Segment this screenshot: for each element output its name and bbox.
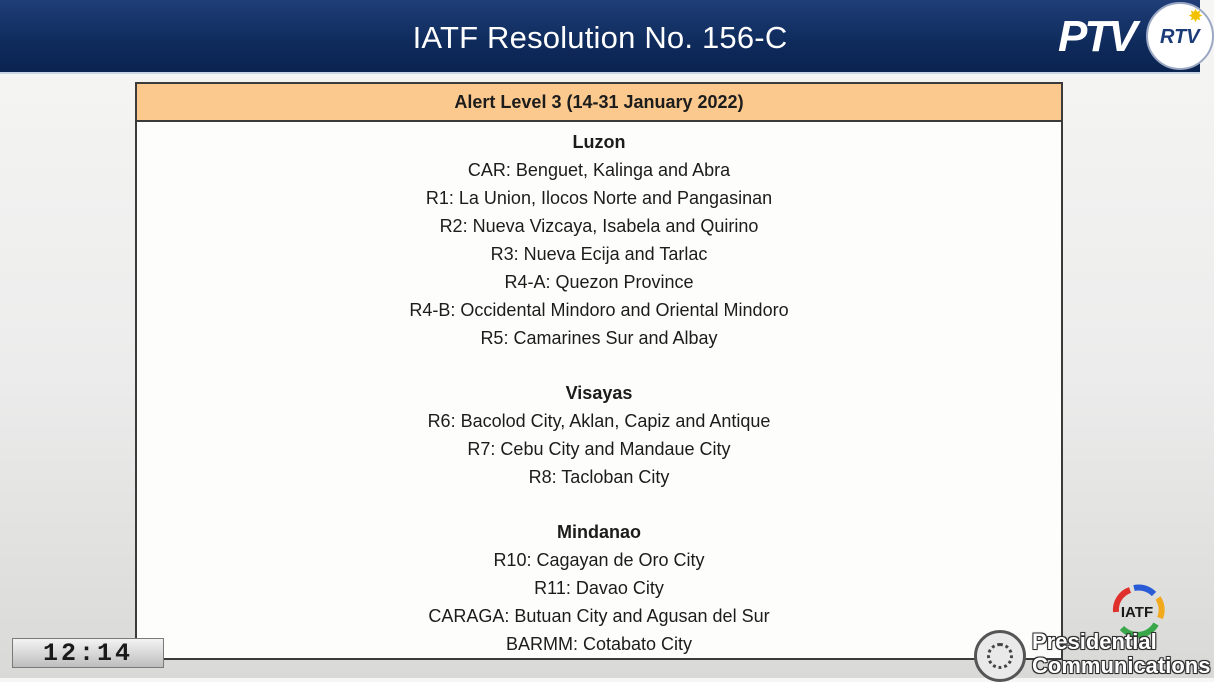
group-title: Luzon (572, 132, 626, 152)
list-item: R6: Bacolod City, Aklan, Capiz and Antique (427, 411, 771, 431)
pco-line-2: Communications (1032, 653, 1211, 678)
group-title: Visayas (565, 383, 633, 403)
list-item: R3: Nueva Ecija and Tarlac (490, 244, 708, 264)
list-item: R10: Cagayan de Oro City (493, 550, 705, 570)
ptv-logo: PTV (1058, 12, 1135, 61)
region-group-visayas (137, 379, 1061, 491)
pco-line-1: Presidential (1032, 629, 1157, 654)
list-item: R8: Tacloban City (528, 467, 670, 487)
list-item: R7: Cebu City and Mandaue City (467, 439, 731, 459)
list-item: BARMM: Cotabato City (505, 634, 693, 654)
list-item: R1: La Union, Ilocos Norte and Pangasinan (425, 188, 773, 208)
list-item: CAR: Benguet, Kalinga and Abra (467, 160, 731, 180)
list-item: R5: Camarines Sur and Albay (480, 328, 718, 348)
clock-display: 12:14 (12, 638, 164, 668)
seal-icon (987, 643, 1013, 669)
rtv-seal-logo (1146, 2, 1214, 70)
panel-title: Alert Level 3 (14-31 January 2022) (137, 84, 1061, 122)
list-item: R2: Nueva Vizcaya, Isabela and Quirino (439, 216, 759, 236)
panel-body (137, 122, 1061, 658)
pco-seal-logo (974, 630, 1026, 682)
page-title: IATF Resolution No. 156-C (412, 20, 788, 55)
group-title: Mindanao (557, 522, 641, 542)
pco-wordmark (1032, 629, 1211, 678)
header-bar (0, 0, 1204, 74)
list-item: R4-B: Occidental Mindoro and Oriental Mindoro (409, 300, 789, 320)
list-item: R11: Davao City (534, 578, 664, 598)
sun-icon: ✸ (1188, 6, 1204, 26)
iatf-logo-text: IATF (1120, 604, 1154, 621)
region-group-mindanao (137, 518, 1061, 658)
alert-level-panel (135, 82, 1063, 660)
rtv-logo-text: RTV (1160, 26, 1200, 48)
region-group-luzon (137, 128, 1061, 352)
list-item: CARAGA: Butuan City and Agusan del Sur (428, 606, 770, 626)
list-item: R4-A: Quezon Province (504, 272, 694, 292)
